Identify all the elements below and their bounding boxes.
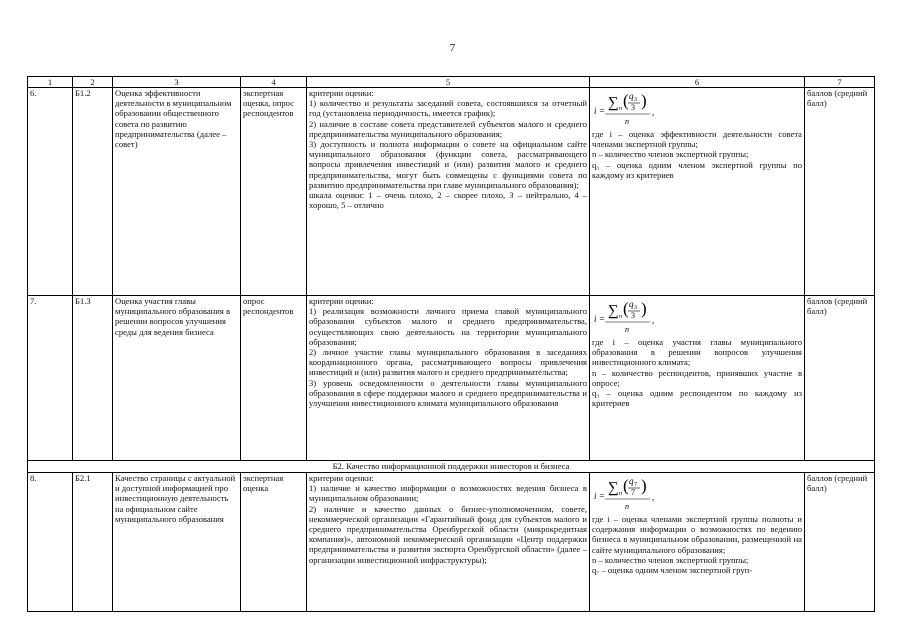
criteria-line: шкала оценки: 1 – очень плохо, 2 – скорее плохо, 3 – нейтрально, 4 – хорошо, 5 – отлично [309,190,587,211]
column-header: 2 [73,77,113,88]
column-header: 1 [28,77,73,88]
svg-text:): ) [641,476,647,495]
indicator-name: Оценка участия главы муниципального образования в решении вопросов улучшения среды для ведения бизнеса [113,296,241,461]
formula-image [592,297,670,337]
column-header: 6 [590,77,805,88]
svg-text:7: 7 [631,488,635,497]
criteria-cell [307,88,590,296]
criteria-line: 1) количество и результаты заседаний совета, состоявшихся за отчетный год (установлена периодичность, имеется график); [309,98,587,119]
criteria-line: 2) наличие в составе совета представителей субъектов малого и среднего предпринимательства муниципального образования; [309,118,587,139]
table-row [28,296,875,461]
explanation-line: где i – оценка членами экспертной группы полноты и содержания информации о возможностях по ведению бизнеса в муниципальном образовании, размещенной на сайте муниципального образования; [592,514,802,555]
row-code: Б1.3 [73,296,113,461]
explanation-line: q₇ – оценка одним членом экспертной груп- [592,565,753,576]
svg-text:,: , [652,107,655,117]
column-header: 7 [805,77,875,88]
formula-image [592,89,670,129]
svg-text:7: 7 [634,482,637,488]
column-header: 4 [241,77,307,88]
criteria-line: 3) уровень осведомленности о деятельности главы муниципального образования в сфере поддержки малого и среднего предпринимательства и улучшения инвестиционного климата муниципального образования [309,377,587,409]
svg-text:q: q [629,91,634,101]
sum-sign: ∑ [608,480,619,496]
svg-text:i =: i = [594,314,605,324]
svg-text:n: n [625,117,629,126]
svg-text:(: ( [623,476,629,495]
explanation-line: q₃ – оценка одним респондентом по каждому из критериев [592,388,802,409]
criteria-line: 1) наличие и качество информации о возможностях ведения бизнеса в муниципальном образовании; [309,483,587,504]
assessment-method: экспертная оценка [241,473,307,612]
svg-text:(: ( [623,299,629,318]
criteria-cell [307,473,590,612]
criteria-line: 1) реализация возможности личного приема главой муниципального образования субъектов малого и среднего предпринимательства, осуществляющих свою деятельность на территории муниципального образования; [309,306,587,347]
row-code: Б1.2 [73,88,113,296]
svg-text:n: n [625,325,629,334]
table-row [28,88,875,296]
column-header: 5 [307,77,590,88]
section-header-row [28,461,875,473]
svg-text:q: q [629,476,634,486]
assessment-method: опрос респондентов [241,296,307,461]
criteria-cell [307,296,590,461]
row-number: 6. [28,88,73,296]
svg-text:): ) [641,299,647,318]
indicator-name: Качество страницы с актуальной и доступной информацией про инвестиционную деятельность на официальном сайте муниципального образования [113,473,241,612]
column-header: 3 [113,77,241,88]
svg-text:n: n [619,106,622,112]
section-title: Б2. Качество информационной поддержки инвесторов и бизнеса [28,461,875,473]
criteria-line: критерии оценки: [309,88,374,98]
explanation-line: где i – оценка эффективности деятельности совета членами экспертной группы; [592,129,802,150]
criteria-line: критерии оценки: [309,296,374,306]
indicator-name: Оценка эффективности деятельности в муниципальном образовании общественного совета по развитию предпринимательства (далее – совет) [113,88,241,296]
formula-cell [590,296,805,461]
row-number: 7. [28,296,73,461]
explanation-line: n – количество членов экспертной группы; [592,554,749,565]
explanation-line: n – количество членов экспертной группы; [592,149,749,160]
unit-cell: баллов (средний балл) [805,296,875,461]
explanation-line: n – количество респондентов, принявших участие в опросе; [592,367,802,388]
criteria-line: 3) доступность и полнота информации о совете на официальном сайте муниципального образования (функции совета, рассматривающего вопросы привлечения инвестиций и (или) развития малого и среднего предпринимательства, могут быть совмещены с функциями совета по развитию предпринимательства при главе муниципального образования); [309,139,587,190]
criteria-line: 2) личное участие главы муниципального образования в заседаниях координационного органа, рассматривающего вопросы привлечения инвестиций и (или) развития малого и среднего предпринимательства; [309,347,587,378]
header-row [28,77,875,88]
unit-cell: баллов (средний балл) [805,88,875,296]
formula-cell [590,473,805,612]
svg-text:3: 3 [631,311,635,320]
svg-text:): ) [641,91,647,110]
row-code: Б2.1 [73,473,113,612]
svg-text:3: 3 [634,97,637,103]
row-number: 8. [28,473,73,612]
criteria-table [27,76,875,612]
svg-text:,: , [652,492,655,502]
sum-sign: ∑ [608,95,619,111]
svg-text:n: n [619,314,622,320]
svg-text:n: n [619,491,622,497]
criteria-line: 2) наличие и качество данных о бизнес-уполномоченном, совете, некоммерческой организации «Гарантийный фонд для субъектов малого и среднего предпринимательства Оренбургской области (микрокредитная компания)», автономной некоммерческой организации «Центр поддержки предпринимательства и развития экспорта Оренбургской области» (далее – организации инвестиционной инфраструктуры); [309,503,587,565]
svg-text:q: q [629,299,634,309]
svg-text:i =: i = [594,106,605,116]
svg-text:(: ( [623,91,629,110]
svg-text:,: , [652,315,655,325]
table-row [28,473,875,612]
assessment-method: экспертная оценка, опрос респондентов [241,88,307,296]
unit-cell: баллов (средний балл) [805,473,875,612]
explanation-line: q₃ – оценка одним членом экспертной группы по каждому из критериев [592,159,802,180]
svg-text:3: 3 [631,103,635,112]
svg-text:i =: i = [594,491,605,501]
page-number: 7 [449,42,456,54]
sum-sign: ∑ [608,303,619,319]
formula-image [592,474,670,514]
criteria-line: критерии оценки: [309,473,374,483]
svg-text:3: 3 [634,305,637,311]
explanation-line: где i – оценка участия главы муниципального образования в решении вопросов улучшения инвестиционного климата; [592,337,802,368]
formula-cell [590,88,805,296]
svg-text:n: n [625,502,629,511]
